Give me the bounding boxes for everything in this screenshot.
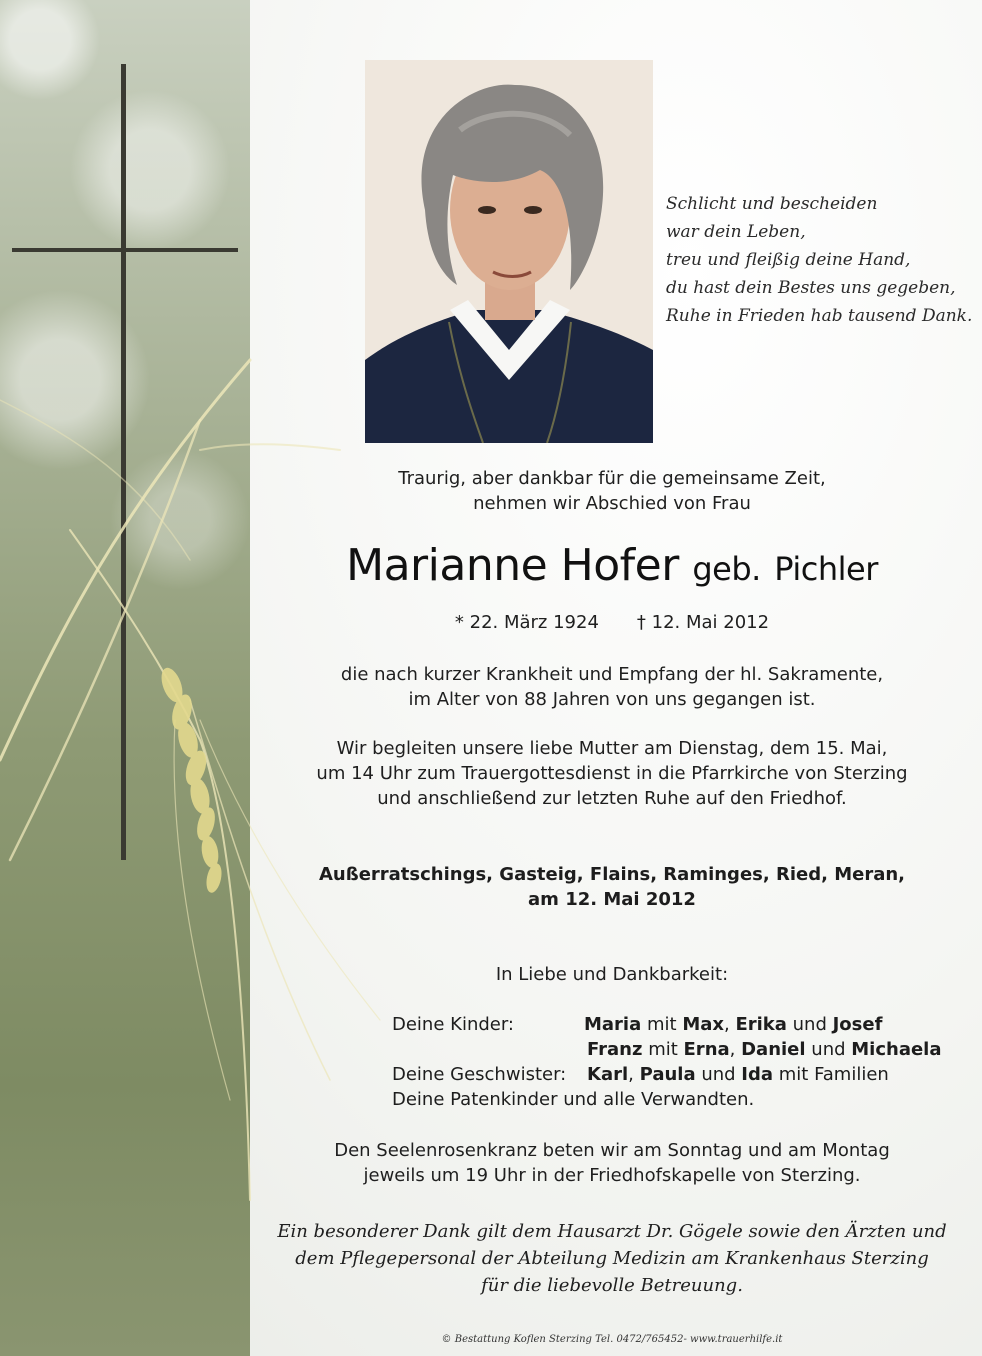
- death-notice-paragraph: [252, 662, 972, 712]
- connector-text: mit: [641, 1014, 683, 1035]
- paragraph-line: im Alter von 88 Jahren von uns gegangen ist.: [408, 689, 816, 710]
- thanks-line: dem Pflegepersonal der Abteilung Medizin am Krankenhaus Sterzing: [295, 1248, 929, 1269]
- children-names: [584, 1012, 882, 1037]
- intro-text: [252, 466, 972, 516]
- connector-text: mit: [642, 1039, 684, 1060]
- rosary-line: jeweils um 19 Uhr in der Friedhofskapelle von Sterzing.: [363, 1165, 861, 1186]
- portrait-photo: [365, 60, 653, 443]
- family-member-name: Josef: [832, 1014, 883, 1035]
- children-label: Deine Kinder:: [392, 1014, 515, 1035]
- paragraph-line: die nach kurzer Krankheit und Empfang der hl. Sakramente,: [340, 664, 884, 685]
- family-member-name: Maria: [584, 1014, 642, 1035]
- family-member-name: Daniel: [741, 1039, 806, 1060]
- family-member-name: Paula: [639, 1064, 696, 1085]
- death-date: † 12. Mai 2012: [636, 612, 770, 633]
- thanks-line: Ein besonderer Dank gilt dem Hausarzt Dr. Gögele sowie den Ärzten und: [277, 1221, 947, 1242]
- siblings-label: Deine Geschwister:: [392, 1064, 567, 1085]
- poem-line: war dein Leben,: [666, 222, 806, 242]
- nee-label: geb.: [692, 550, 761, 588]
- funeral-home-footer: © Bestattung Koflen Sterzing Tel. 0472/765452- www.trauerhilfe.it: [441, 1334, 783, 1345]
- paragraph-line: um 14 Uhr zum Trauergottesdienst in die Pfarrkirche von Sterzing: [316, 763, 908, 784]
- poem-line: treu und fleißig deine Hand,: [666, 250, 911, 270]
- birth-date: * 22. März 1924: [454, 612, 599, 633]
- connector-text: ,: [729, 1039, 742, 1060]
- family-member-name: Erika: [735, 1014, 787, 1035]
- children-names: [587, 1037, 942, 1062]
- rosary-announcement: [252, 1138, 972, 1188]
- memorial-poem: [666, 190, 976, 330]
- poem-line: du hast dein Bestes uns gegeben,: [666, 278, 956, 298]
- paragraph-line: Wir begleiten unsere liebe Mutter am Dienstag, dem 15. Mai,: [336, 738, 888, 759]
- connector-text: und: [805, 1039, 852, 1060]
- connector-text: und: [786, 1014, 833, 1035]
- family-member-name: Franz: [587, 1039, 643, 1060]
- family-member-name: Max: [682, 1014, 724, 1035]
- connector-text: und: [695, 1064, 742, 1085]
- date-line: am 12. Mai 2012: [528, 889, 696, 910]
- places-line: Außerratschings, Gasteig, Flains, Raminges, Ried, Meran,: [319, 864, 905, 885]
- maiden-name: Pichler: [774, 550, 878, 588]
- intro-line: nehmen wir Abschied von Frau: [473, 493, 751, 514]
- paragraph-line: und anschließend zur letzten Ruhe auf den Friedhof.: [377, 788, 847, 809]
- poem-line: Ruhe in Frieden hab tausend Dank.: [666, 306, 973, 326]
- cross-icon: [12, 64, 240, 864]
- connector-text: ,: [628, 1064, 640, 1085]
- connector-text: ,: [723, 1014, 736, 1035]
- places-and-date: [252, 862, 972, 912]
- poem-line: Schlicht und bescheiden: [666, 194, 878, 214]
- family-member-name: Erna: [683, 1039, 730, 1060]
- special-thanks: [252, 1218, 972, 1299]
- life-dates: [252, 610, 972, 635]
- family-member-name: Karl: [587, 1064, 629, 1085]
- godchildren-text: Deine Patenkinder und alle Verwandten.: [392, 1089, 755, 1110]
- intro-line: Traurig, aber dankbar für die gemeinsame Zeit,: [398, 468, 826, 489]
- full-name: Marianne Hofer: [346, 540, 679, 591]
- family-member-name: Michaela: [851, 1039, 942, 1060]
- family-member-name: Ida: [741, 1064, 774, 1085]
- thanks-line: für die liebevolle Betreuung.: [481, 1275, 743, 1296]
- rosary-line: Den Seelenrosenkranz beten wir am Sonntag und am Montag: [334, 1140, 890, 1161]
- funeral-service-paragraph: [252, 736, 972, 811]
- deceased-name: [252, 536, 972, 599]
- connector-text: mit Familien: [773, 1064, 889, 1085]
- siblings-names: [587, 1062, 889, 1087]
- love-gratitude-heading: In Liebe und Dankbarkeit:: [495, 964, 729, 985]
